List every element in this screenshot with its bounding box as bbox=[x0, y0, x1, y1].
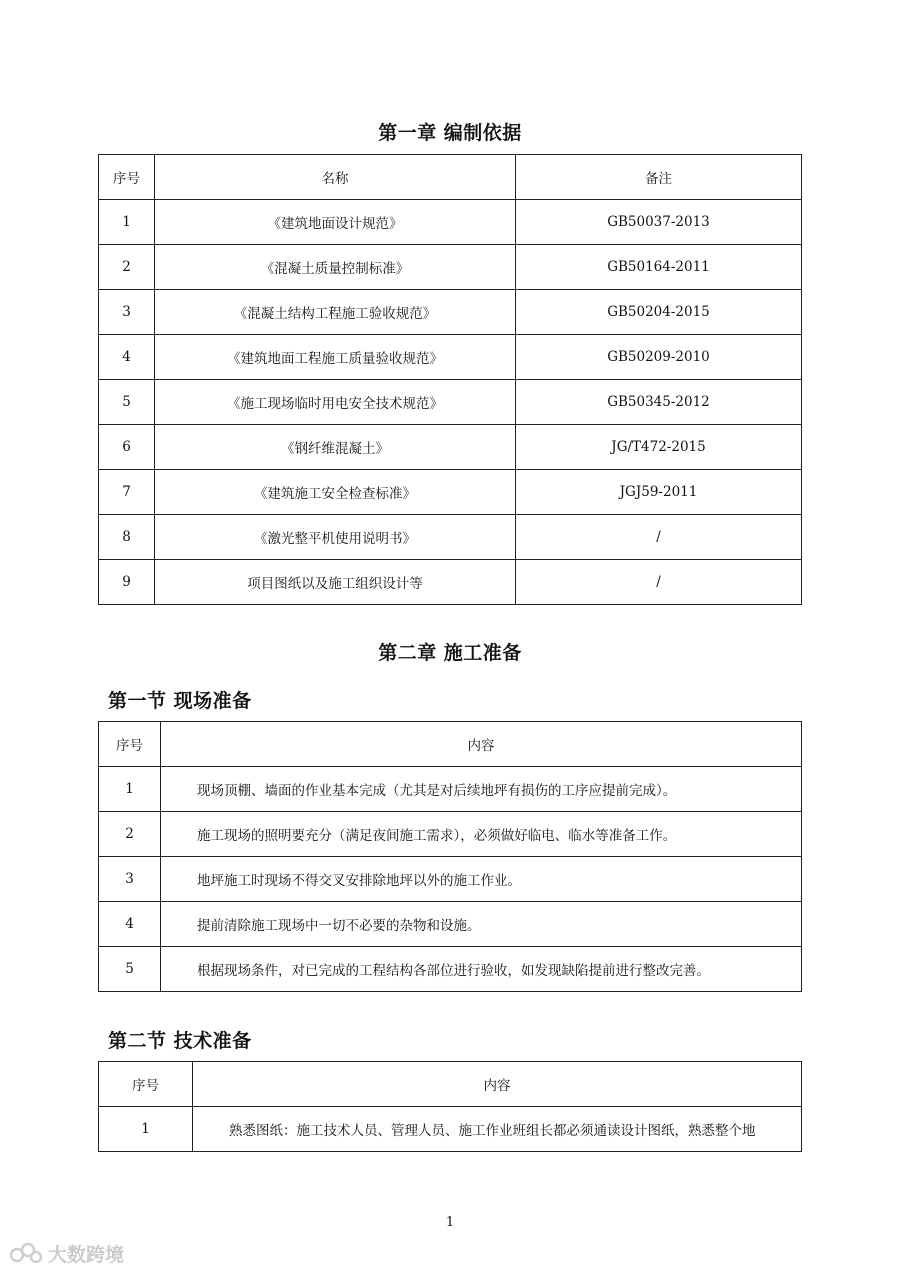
section1-title: 第一节 现场准备 bbox=[108, 690, 252, 712]
row-name: 《施工现场临时用电安全技术规范》 bbox=[155, 380, 516, 425]
row-note: / bbox=[516, 560, 802, 605]
section2-title: 第二节 技术准备 bbox=[108, 1030, 252, 1052]
table-row bbox=[99, 812, 802, 857]
row-index: 1 bbox=[99, 1107, 193, 1152]
row-content: 熟悉图纸：施工技术人员、管理人员、施工作业班组长都必须通读设计图纸，熟悉整个地 bbox=[193, 1107, 802, 1152]
chapter2-title: 第二章 施工准备 bbox=[378, 642, 522, 664]
row-index: 3 bbox=[99, 857, 161, 902]
row-index: 1 bbox=[99, 767, 161, 812]
header-content: 内容 bbox=[193, 1062, 802, 1107]
row-note: GB50345-2012 bbox=[516, 380, 802, 425]
row-name: 《建筑地面工程施工质量验收规范》 bbox=[155, 335, 516, 380]
page-number: 1 bbox=[445, 1215, 455, 1230]
technical-preparation-table bbox=[98, 1061, 802, 1152]
table-row bbox=[99, 425, 802, 470]
row-name: 《激光整平机使用说明书》 bbox=[155, 515, 516, 560]
table-row bbox=[99, 380, 802, 425]
row-content: 地坪施工时现场不得交叉安排除地坪以外的施工作业。 bbox=[161, 857, 802, 902]
row-name: 《钢纤维混凝土》 bbox=[155, 425, 516, 470]
table-row bbox=[99, 560, 802, 605]
row-note: / bbox=[516, 515, 802, 560]
row-name: 《混凝土结构工程施工验收规范》 bbox=[155, 290, 516, 335]
header-note: 备注 bbox=[516, 155, 802, 200]
row-name: 《混凝土质量控制标准》 bbox=[155, 245, 516, 290]
table-header-row bbox=[99, 722, 802, 767]
table-row bbox=[99, 902, 802, 947]
row-index: 8 bbox=[99, 515, 155, 560]
header-index: 序号 bbox=[99, 722, 161, 767]
header-index: 序号 bbox=[99, 1062, 193, 1107]
watermark bbox=[8, 1240, 124, 1267]
row-note: GB50037-2013 bbox=[516, 200, 802, 245]
row-content: 现场顶棚、墙面的作业基本完成（尤其是对后续地坪有损伤的工序应提前完成）。 bbox=[161, 767, 802, 812]
table-row bbox=[99, 470, 802, 515]
row-index: 2 bbox=[99, 812, 161, 857]
site-preparation-table bbox=[98, 721, 802, 992]
row-note: JGJ59-2011 bbox=[516, 470, 802, 515]
table-row bbox=[99, 290, 802, 335]
table-header-row bbox=[99, 155, 802, 200]
table-row bbox=[99, 857, 802, 902]
row-note: JG/T472-2015 bbox=[516, 425, 802, 470]
row-index: 2 bbox=[99, 245, 155, 290]
row-note: GB50204-2015 bbox=[516, 290, 802, 335]
row-index: 3 bbox=[99, 290, 155, 335]
header-content: 内容 bbox=[161, 722, 802, 767]
row-index: 4 bbox=[99, 335, 155, 380]
basis-table bbox=[98, 154, 802, 605]
table-row bbox=[99, 245, 802, 290]
row-index: 4 bbox=[99, 902, 161, 947]
chapter1-title: 第一章 编制依据 bbox=[378, 122, 522, 144]
row-index: 9 bbox=[99, 560, 155, 605]
table-row bbox=[99, 335, 802, 380]
row-index: 1 bbox=[99, 200, 155, 245]
row-note: GB50164-2011 bbox=[516, 245, 802, 290]
row-name: 《建筑施工安全检查标准》 bbox=[155, 470, 516, 515]
row-content: 提前清除施工现场中一切不必要的杂物和设施。 bbox=[161, 902, 802, 947]
row-index: 5 bbox=[99, 947, 161, 992]
watermark-text: 大数跨境 bbox=[48, 1244, 125, 1266]
row-index: 7 bbox=[99, 470, 155, 515]
table-row bbox=[99, 200, 802, 245]
row-index: 6 bbox=[99, 425, 155, 470]
table-row bbox=[99, 1107, 802, 1152]
row-name: 项目图纸以及施工组织设计等 bbox=[155, 560, 516, 605]
table-row bbox=[99, 947, 802, 992]
row-name: 《建筑地面设计规范》 bbox=[155, 200, 516, 245]
cloud-logo-icon bbox=[8, 1241, 44, 1267]
table-row bbox=[99, 767, 802, 812]
row-content: 施工现场的照明要充分（满足夜间施工需求），必须做好临电、临水等准备工作。 bbox=[161, 812, 802, 857]
table-header-row bbox=[99, 1062, 802, 1107]
row-note: GB50209-2010 bbox=[516, 335, 802, 380]
table-row bbox=[99, 515, 802, 560]
header-index: 序号 bbox=[99, 155, 155, 200]
row-content: 根据现场条件，对已完成的工程结构各部位进行验收，如发现缺陷提前进行整改完善。 bbox=[161, 947, 802, 992]
header-name: 名称 bbox=[155, 155, 516, 200]
row-index: 5 bbox=[99, 380, 155, 425]
